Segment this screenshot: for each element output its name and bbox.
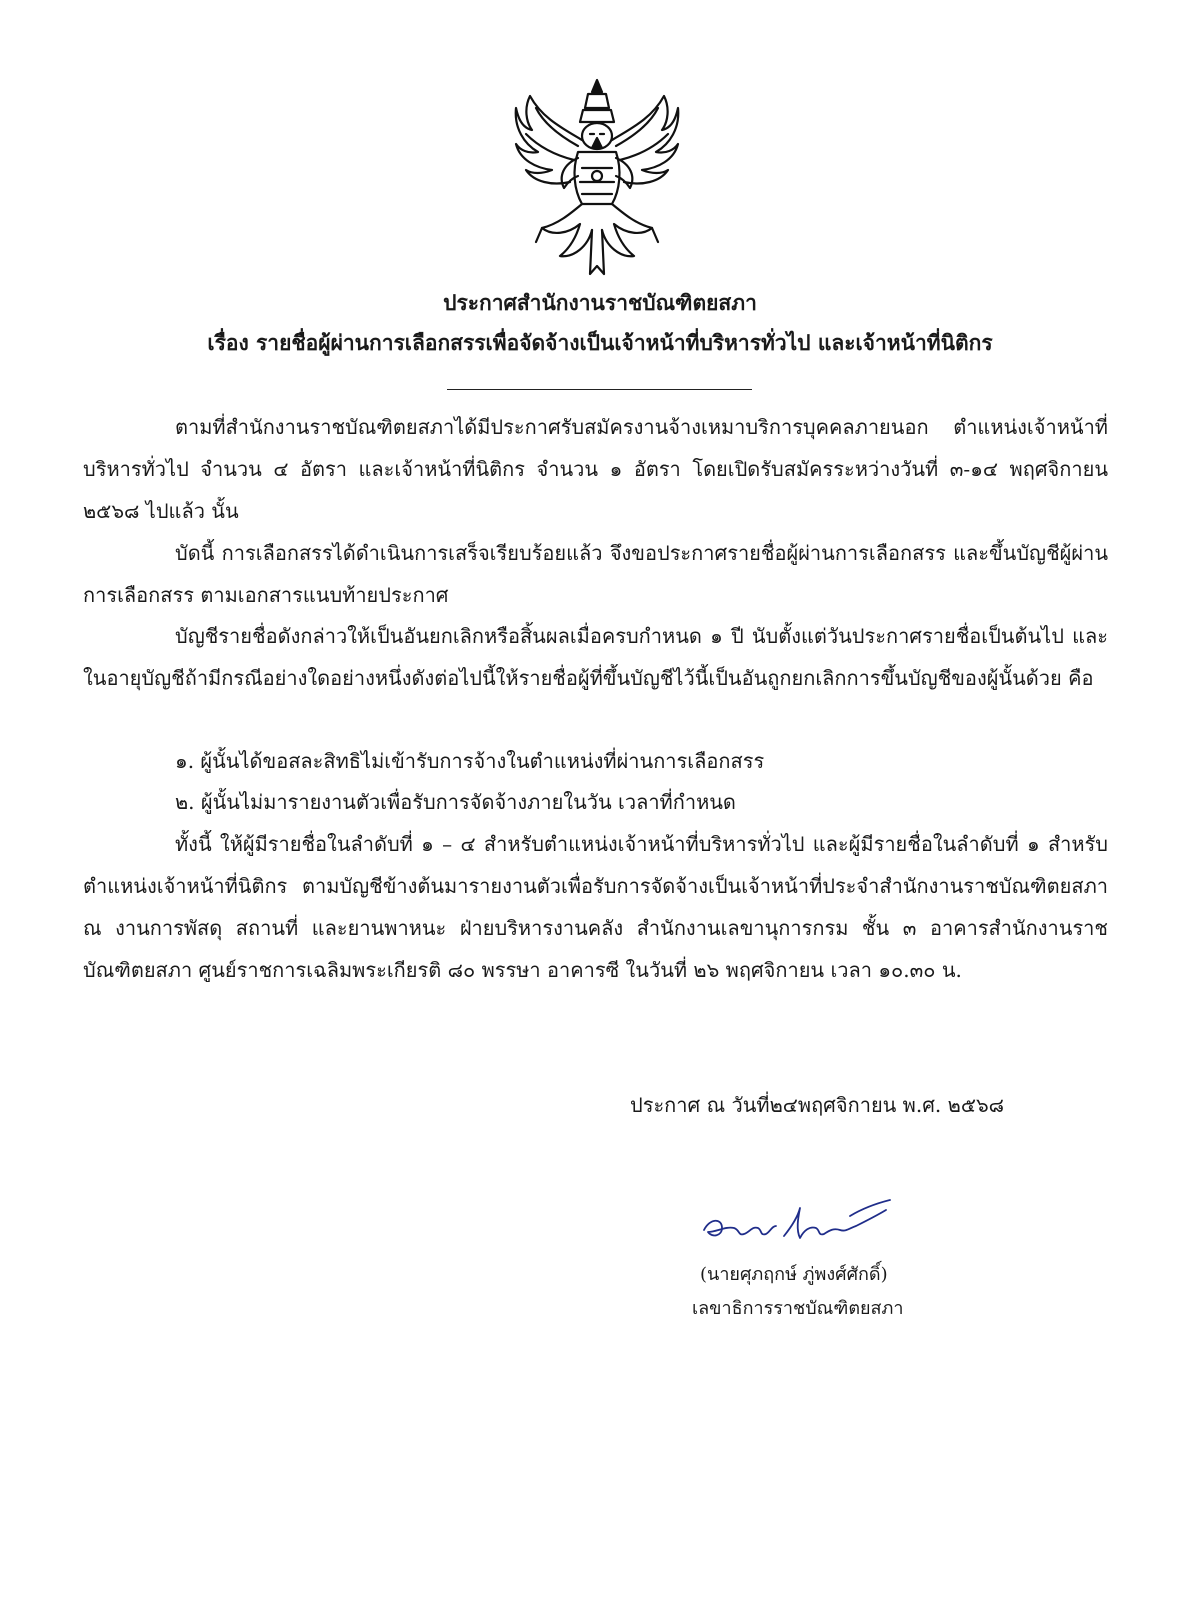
list-item-1: ๑. ผู้นั้นได้ขอสละสิทธิไม่เข้ารับการจ้างในตำแหน่งที่ผ่านการเลือกสรร xyxy=(175,749,765,773)
announcement-date: ประกาศ ณ วันที่๒๔พฤศจิกายน พ.ศ. ๒๕๖๘ xyxy=(630,1093,1005,1117)
paragraph-validity: บัญชีรายชื่อดังกล่าวให้เป็นอันยกเลิกหรือสิ้นผลเมื่อครบกำหนด ๑ ปี นับตั้งแต่วันประกาศรายชื่อเป็นต้นไป และในอายุบัญชีถ้ามีกรณีอย่างใดอย่างหนึ่งดังต่อไปนี้ให้รายชื่อผู้ที่ขึ้นบัญชีไว้นี้เป็นอันถูกยกเลิกการขึ้นบัญชีของผู้นั้นด้วย คือ xyxy=(83,624,1108,690)
announcement-subject: เรื่อง รายชื่อผู้ผ่านการเลือกสรรเพื่อจัดจ้างเป็นเจ้าหน้าที่บริหารทั่วไป และเจ้าหน้าที่นิติกร xyxy=(207,330,993,355)
list-item-2: ๒. ผู้นั้นไม่มารายงานตัวเพื่อรับการจัดจ้างภายในวัน เวลาที่กำหนด xyxy=(175,790,736,814)
signer-title: เลขาธิการราชบัณฑิตยสภา xyxy=(692,1298,904,1319)
paragraph-intro: ตามที่สำนักงานราชบัณฑิตยสภาได้มีประกาศรับสมัครงานจ้างเหมาบริการบุคคลภายนอก ตำแหน่งเจ้าหน้าที่บริหารทั่วไป จำนวน ๔ อัตรา และเจ้าหน้าที่นิติกร จำนวน ๑ อัตรา โดยเปิดรับสมัครระหว่างวันที่ ๓-๑๔ พฤศจิกายน ๒๕๖๘ ไปแล้ว นั้น xyxy=(83,415,1108,523)
paragraph-report-instructions: ทั้งนี้ ให้ผู้มีรายชื่อในลำดับที่ ๑ – ๔ สำหรับตำแหน่งเจ้าหน้าที่บริหารทั่วไป และผู้มีรายชื่อในลำดับที่ ๑ สำหรับตำแหน่งเจ้าหน้าที่นิติกร ตามบัญชีข้างต้นมารายงานตัวเพื่อรับการจัดจ้างเป็นเจ้าหน้าที่ประจำสำนักงานราชบัณฑิตยสภา ณ งานการพัสดุ สถานที่ และยานพาหนะ ฝ่ายบริหารงานคลัง สำนักงานเลขานุการกรม ชั้น ๓ อาคารสำนักงานราชบัณฑิตยสภา ศูนย์ราชการเฉลิมพระเกียรติ ๘๐ พรรษา อาคารซี ในวันที่ ๒๖ พฤศจิกายน เวลา ๑๐.๓๐ น. xyxy=(83,832,1108,982)
garuda-emblem-icon xyxy=(512,78,682,278)
paragraph-result: บัดนี้ การเลือกสรรได้ดำเนินการเสร็จเรียบร้อยแล้ว จึงขอประกาศรายชื่อผู้ผ่านการเลือกสรร และขึ้นบัญชีผู้ผ่านการเลือกสรร ตามเอกสารแนบท้ายประกาศ xyxy=(83,541,1108,607)
signer-name: (นายศุภฤกษ์ ภู่พงศ์ศักดิ์) xyxy=(700,1264,888,1285)
signature-icon xyxy=(700,1196,910,1256)
announcement-title: ประกาศสำนักงานราชบัณฑิตยสภา xyxy=(443,290,757,315)
title-divider xyxy=(447,389,752,390)
